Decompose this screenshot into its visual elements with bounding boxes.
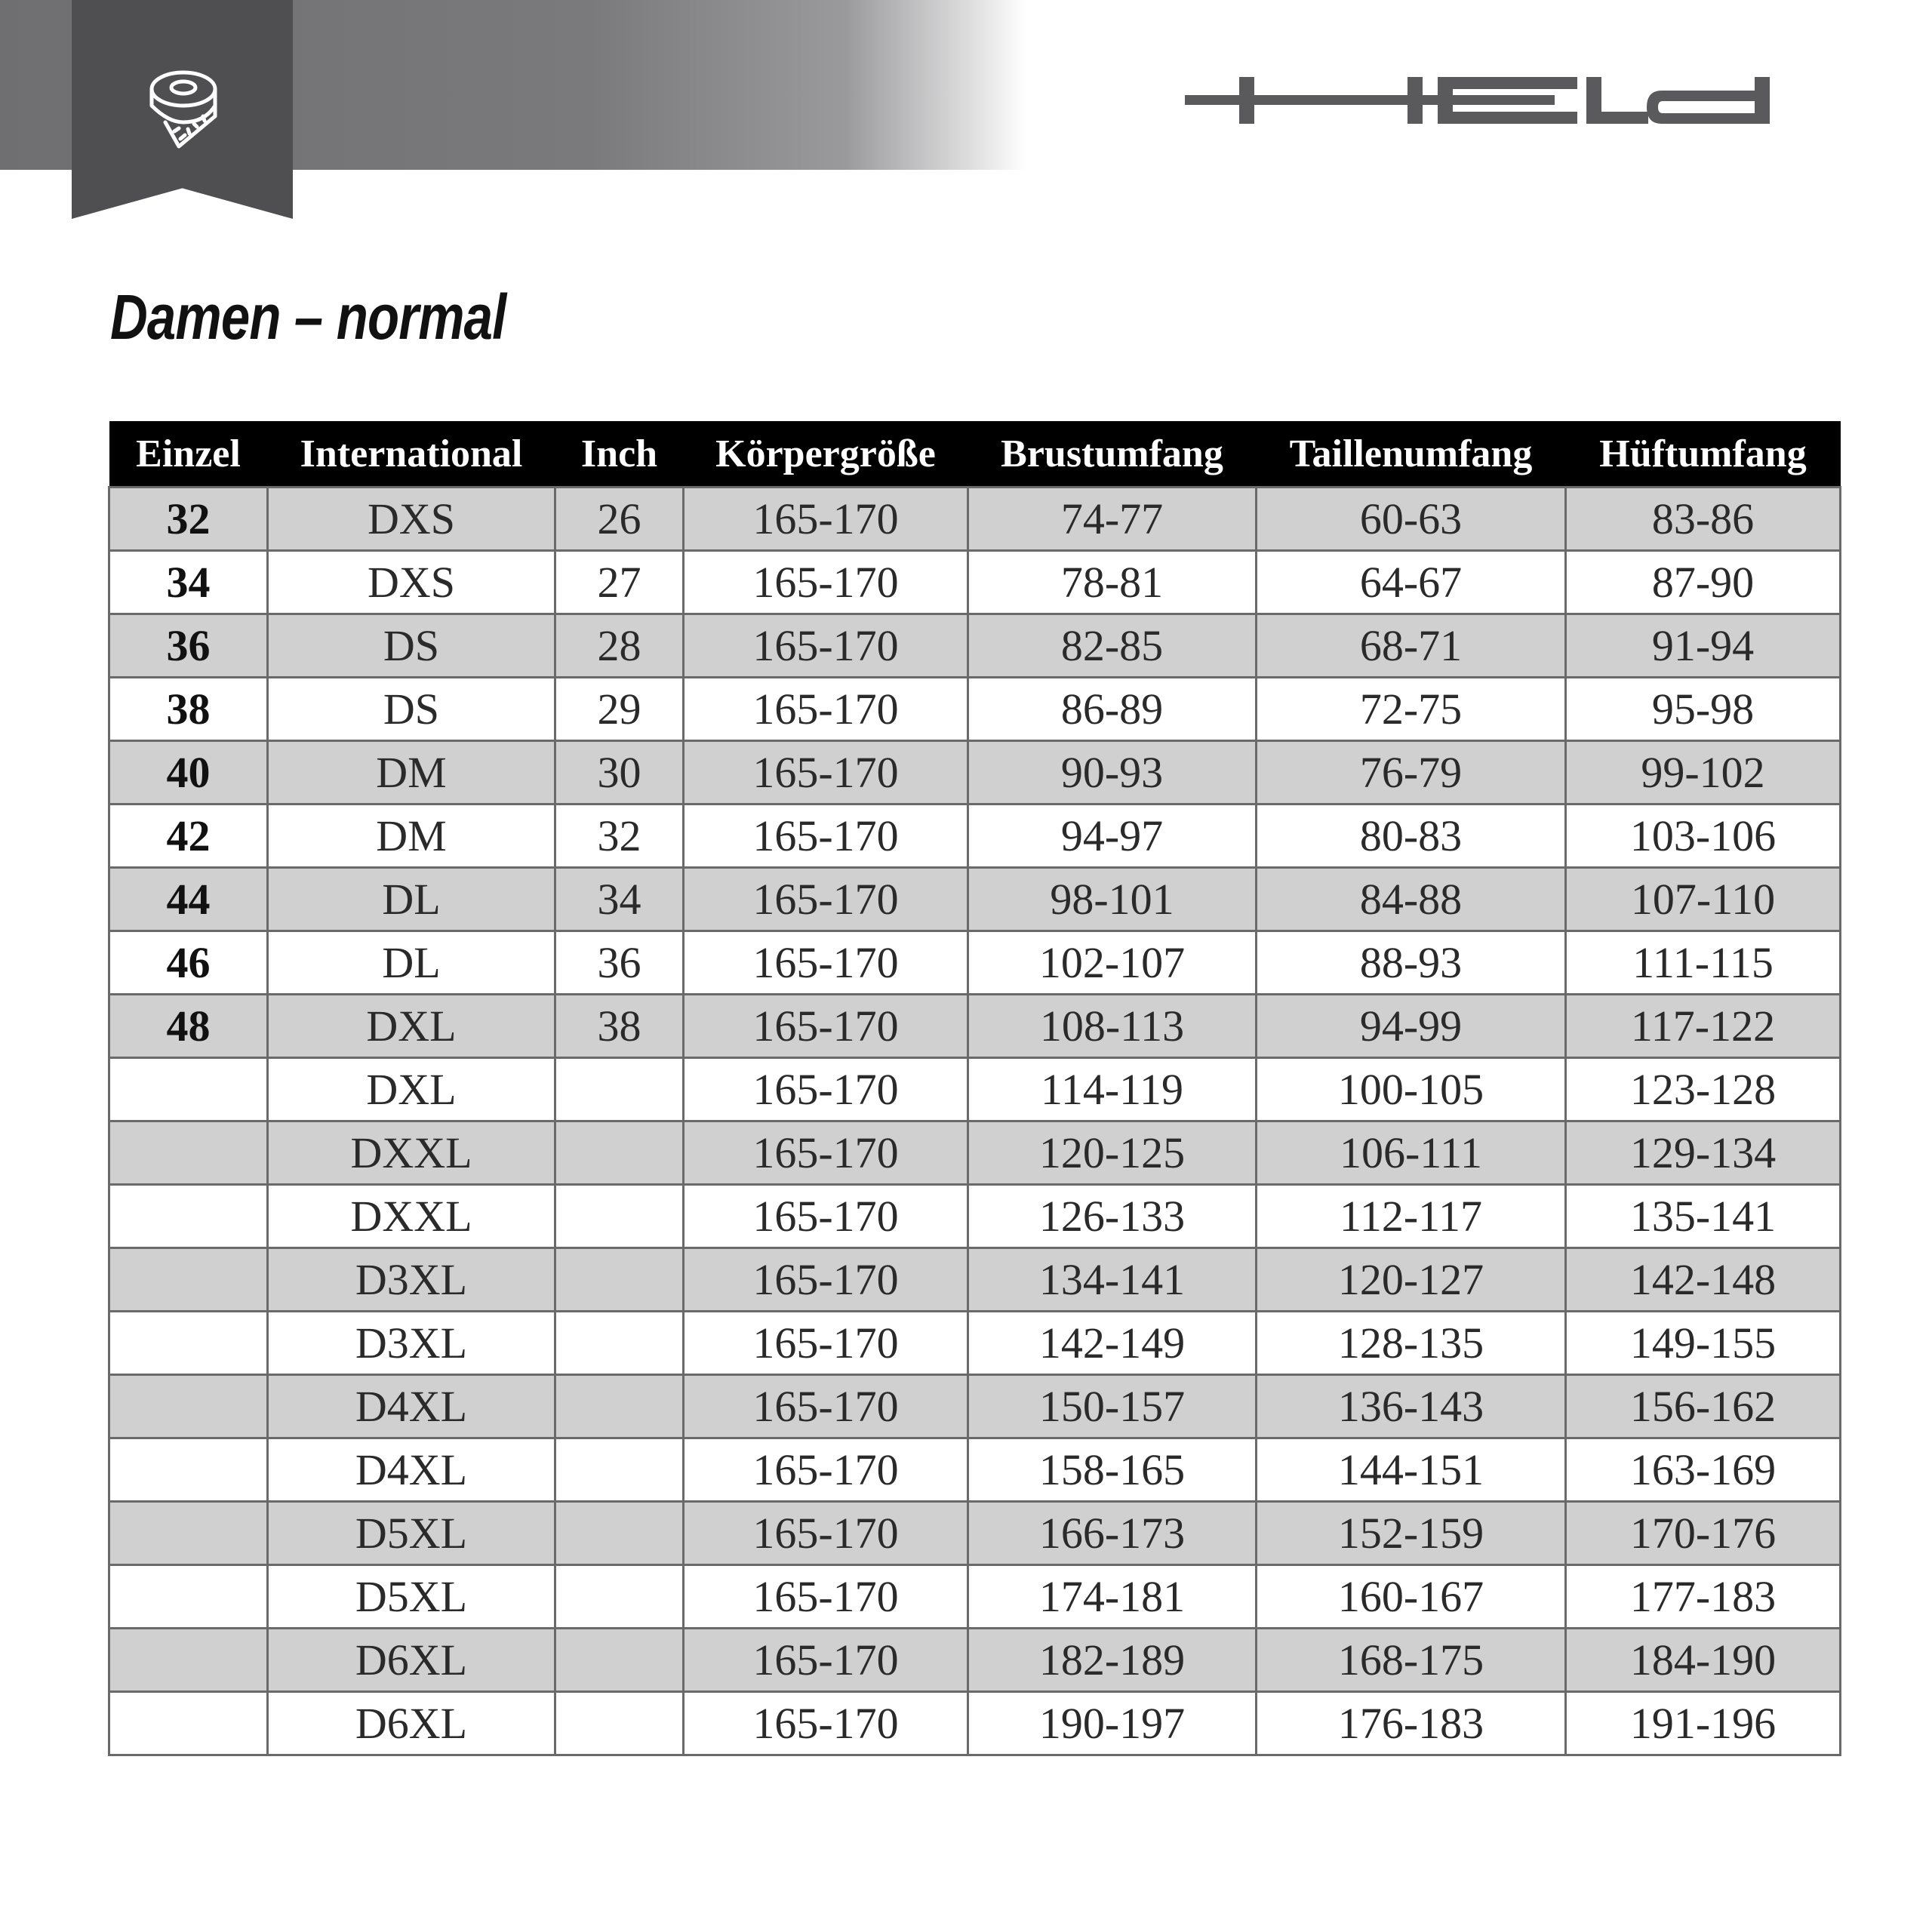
cell-koerpergroesse: 165-170 [684,1121,968,1185]
cell-taillenumfang: 94-99 [1257,995,1566,1058]
cell-einzel: 36 [109,614,268,678]
header-koerpergroesse: Körpergröße [684,421,968,488]
measuring-tape-icon [146,66,221,151]
cell-inch [555,1375,684,1438]
cell-inch: 26 [555,488,684,551]
cell-hueftumfang: 117-122 [1566,995,1841,1058]
table-row [109,995,1841,1058]
cell-hueftumfang: 95-98 [1566,678,1841,741]
cell-brustumfang: 108-113 [968,995,1257,1058]
cell-hueftumfang: 87-90 [1566,551,1841,614]
cell-hueftumfang: 177-183 [1566,1565,1841,1629]
cell-koerpergroesse: 165-170 [684,1565,968,1629]
cell-taillenumfang: 76-79 [1257,741,1566,804]
cell-taillenumfang: 106-111 [1257,1121,1566,1185]
cell-taillenumfang: 136-143 [1257,1375,1566,1438]
cell-einzel: 38 [109,678,268,741]
cell-taillenumfang: 112-117 [1257,1185,1566,1248]
cell-koerpergroesse: 165-170 [684,678,968,741]
cell-hueftumfang: 123-128 [1566,1058,1841,1121]
cell-hueftumfang: 135-141 [1566,1185,1841,1248]
cell-einzel [109,1375,268,1438]
cell-international: D6XL [268,1692,555,1755]
cell-brustumfang: 134-141 [968,1248,1257,1312]
cell-koerpergroesse: 165-170 [684,1312,968,1375]
cell-brustumfang: 150-157 [968,1375,1257,1438]
header-brustumfang: Brustumfang [968,421,1257,488]
cell-international: D6XL [268,1629,555,1692]
cell-koerpergroesse: 165-170 [684,1375,968,1438]
cell-taillenumfang: 120-127 [1257,1248,1566,1312]
cell-hueftumfang: 156-162 [1566,1375,1841,1438]
cell-brustumfang: 174-181 [968,1565,1257,1629]
cell-einzel: 48 [109,995,268,1058]
cell-taillenumfang: 72-75 [1257,678,1566,741]
header-einzel: Einzel [109,421,268,488]
held-logo [1185,72,1789,133]
cell-brustumfang: 166-173 [968,1502,1257,1565]
cell-brustumfang: 114-119 [968,1058,1257,1121]
cell-brustumfang: 190-197 [968,1692,1257,1755]
cell-brustumfang: 78-81 [968,551,1257,614]
cell-koerpergroesse: 165-170 [684,488,968,551]
cell-koerpergroesse: 165-170 [684,741,968,804]
cell-koerpergroesse: 165-170 [684,1629,968,1692]
table-row [109,1248,1841,1312]
cell-international: DXL [268,995,555,1058]
header-international: International [268,421,555,488]
table-row [109,488,1841,551]
cell-taillenumfang: 160-167 [1257,1565,1566,1629]
cell-einzel: 40 [109,741,268,804]
table-row [109,678,1841,741]
cell-hueftumfang: 99-102 [1566,741,1841,804]
cell-inch [555,1438,684,1502]
cell-koerpergroesse: 165-170 [684,1438,968,1502]
cell-einzel [109,1438,268,1502]
cell-brustumfang: 86-89 [968,678,1257,741]
table-row [109,1438,1841,1502]
cell-einzel [109,1185,268,1248]
cell-hueftumfang: 83-86 [1566,488,1841,551]
cell-hueftumfang: 111-115 [1566,931,1841,995]
table-row [109,614,1841,678]
cell-international: DXS [268,551,555,614]
cell-international: DM [268,804,555,868]
cell-brustumfang: 158-165 [968,1438,1257,1502]
cell-inch: 38 [555,995,684,1058]
cell-hueftumfang: 184-190 [1566,1629,1841,1692]
cell-taillenumfang: 64-67 [1257,551,1566,614]
table-row [109,1121,1841,1185]
cell-international: D5XL [268,1565,555,1629]
cell-koerpergroesse: 165-170 [684,995,968,1058]
cell-brustumfang: 82-85 [968,614,1257,678]
cell-einzel: 34 [109,551,268,614]
cell-brustumfang: 120-125 [968,1121,1257,1185]
cell-international: DS [268,614,555,678]
cell-taillenumfang: 88-93 [1257,931,1566,995]
table-row [109,931,1841,995]
cell-einzel: 44 [109,868,268,931]
cell-hueftumfang: 129-134 [1566,1121,1841,1185]
cell-koerpergroesse: 165-170 [684,551,968,614]
cell-international: DL [268,931,555,995]
cell-international: DM [268,741,555,804]
banner-ribbon [72,0,293,219]
cell-einzel [109,1692,268,1755]
cell-koerpergroesse: 165-170 [684,1692,968,1755]
cell-taillenumfang: 128-135 [1257,1312,1566,1375]
cell-einzel [109,1565,268,1629]
table-row [109,741,1841,804]
cell-international: DL [268,868,555,931]
header-taillenumfang: Taillenumfang [1257,421,1566,488]
cell-einzel [109,1121,268,1185]
cell-brustumfang: 90-93 [968,741,1257,804]
cell-inch [555,1502,684,1565]
cell-international: D3XL [268,1312,555,1375]
cell-taillenumfang: 176-183 [1257,1692,1566,1755]
cell-koerpergroesse: 165-170 [684,1502,968,1565]
cell-einzel [109,1629,268,1692]
cell-inch [555,1121,684,1185]
cell-hueftumfang: 163-169 [1566,1438,1841,1502]
cell-inch: 28 [555,614,684,678]
table-row [109,868,1841,931]
cell-international: D4XL [268,1438,555,1502]
cell-inch: 27 [555,551,684,614]
header-hueftumfang: Hüftumfang [1566,421,1841,488]
cell-taillenumfang: 144-151 [1257,1438,1566,1502]
cell-koerpergroesse: 165-170 [684,1248,968,1312]
cell-einzel [109,1248,268,1312]
cell-koerpergroesse: 165-170 [684,931,968,995]
cell-brustumfang: 102-107 [968,931,1257,995]
cell-inch: 29 [555,678,684,741]
cell-inch: 34 [555,868,684,931]
cell-inch [555,1185,684,1248]
cell-koerpergroesse: 165-170 [684,868,968,931]
cell-international: D3XL [268,1248,555,1312]
cell-inch [555,1248,684,1312]
table-row [109,1565,1841,1629]
cell-international: DXS [268,488,555,551]
cell-brustumfang: 182-189 [968,1629,1257,1692]
page-title: Damen – normal [110,281,506,352]
cell-koerpergroesse: 165-170 [684,614,968,678]
cell-hueftumfang: 142-148 [1566,1248,1841,1312]
cell-international: D5XL [268,1502,555,1565]
cell-international: DXXL [268,1185,555,1248]
cell-brustumfang: 126-133 [968,1185,1257,1248]
cell-taillenumfang: 60-63 [1257,488,1566,551]
cell-einzel [109,1312,268,1375]
header-inch: Inch [555,421,684,488]
cell-hueftumfang: 170-176 [1566,1502,1841,1565]
cell-taillenumfang: 80-83 [1257,804,1566,868]
cell-taillenumfang: 100-105 [1257,1058,1566,1121]
table-row [109,1312,1841,1375]
table-row [109,1185,1841,1248]
cell-international: DS [268,678,555,741]
cell-taillenumfang: 152-159 [1257,1502,1566,1565]
cell-international: D4XL [268,1375,555,1438]
table-row [109,551,1841,614]
cell-taillenumfang: 68-71 [1257,614,1566,678]
cell-einzel: 32 [109,488,268,551]
size-table [108,421,1841,1756]
cell-brustumfang: 94-97 [968,804,1257,868]
table-row [109,1502,1841,1565]
cell-inch [555,1565,684,1629]
cell-brustumfang: 142-149 [968,1312,1257,1375]
cell-international: DXL [268,1058,555,1121]
table-row [109,1375,1841,1438]
cell-brustumfang: 74-77 [968,488,1257,551]
cell-einzel: 46 [109,931,268,995]
cell-inch: 36 [555,931,684,995]
cell-taillenumfang: 84-88 [1257,868,1566,931]
cell-hueftumfang: 107-110 [1566,868,1841,931]
cell-inch: 30 [555,741,684,804]
cell-koerpergroesse: 165-170 [684,1058,968,1121]
cell-inch: 32 [555,804,684,868]
cell-inch [555,1058,684,1121]
cell-koerpergroesse: 165-170 [684,1185,968,1248]
header-row [109,421,1841,488]
cell-taillenumfang: 168-175 [1257,1629,1566,1692]
table-row [109,804,1841,868]
cell-hueftumfang: 191-196 [1566,1692,1841,1755]
cell-hueftumfang: 103-106 [1566,804,1841,868]
cell-einzel [109,1502,268,1565]
cell-hueftumfang: 91-94 [1566,614,1841,678]
cell-inch [555,1312,684,1375]
table-row [109,1058,1841,1121]
cell-inch [555,1629,684,1692]
cell-inch [555,1692,684,1755]
cell-brustumfang: 98-101 [968,868,1257,931]
cell-einzel [109,1058,268,1121]
table-row [109,1692,1841,1755]
cell-international: DXXL [268,1121,555,1185]
cell-koerpergroesse: 165-170 [684,804,968,868]
cell-einzel: 42 [109,804,268,868]
table-row [109,1629,1841,1692]
cell-hueftumfang: 149-155 [1566,1312,1841,1375]
